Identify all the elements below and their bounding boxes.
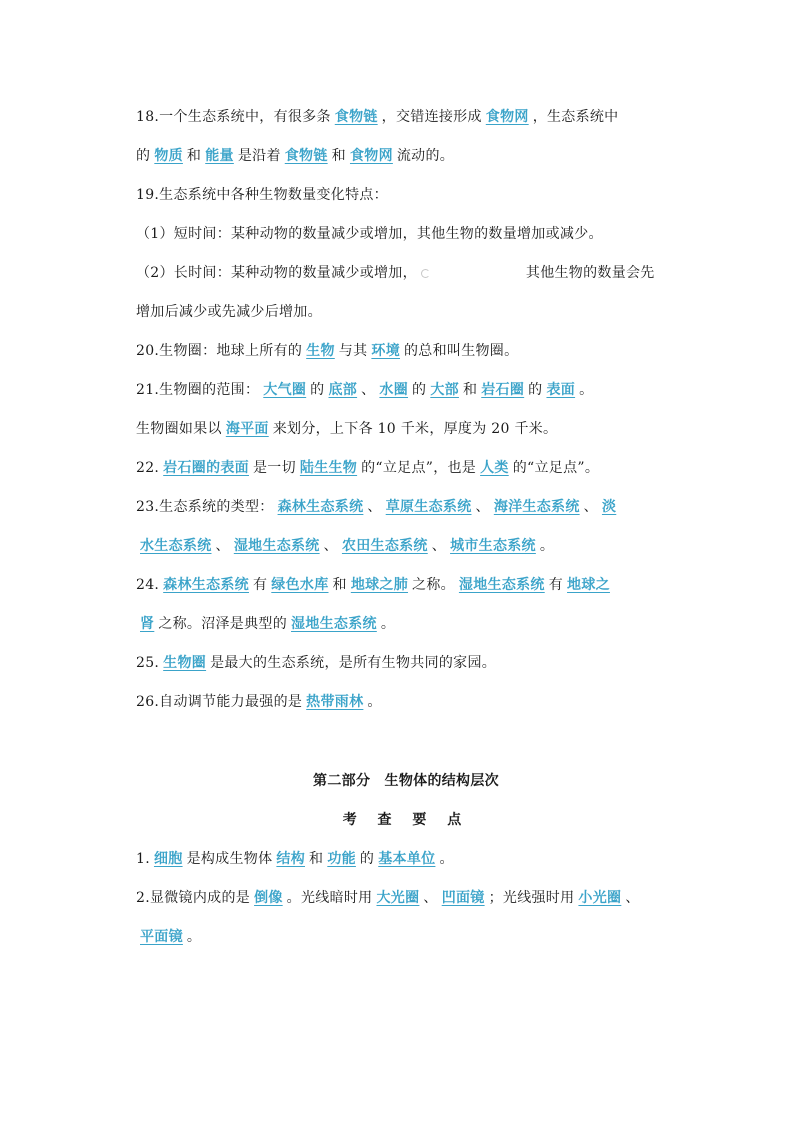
text: 21.生物圈的范围： bbox=[136, 382, 260, 398]
item-18-line1 bbox=[136, 98, 676, 137]
point-2-line2 bbox=[136, 918, 676, 957]
item-24-line1 bbox=[136, 566, 676, 605]
text: ，交错连接形成 bbox=[381, 109, 482, 125]
answer-blank: 基本单位 bbox=[378, 851, 436, 867]
text: 、 bbox=[215, 538, 230, 554]
text: 的 bbox=[412, 382, 427, 398]
text: 、 bbox=[583, 499, 598, 515]
answer-blank: 陆生生物 bbox=[299, 460, 358, 476]
item-25 bbox=[136, 644, 676, 683]
text: 20.生物圈：地球上所有的 bbox=[136, 343, 303, 359]
answer-blank: 小光圈 bbox=[578, 890, 622, 906]
text: 23.生态系统的类型： bbox=[136, 499, 274, 515]
text: 和 bbox=[332, 577, 347, 593]
text: 。 bbox=[539, 538, 555, 554]
text: 22. bbox=[136, 460, 160, 476]
text: 、 bbox=[475, 499, 490, 515]
item-21-line1 bbox=[136, 371, 676, 410]
answer-blank: 草原生态系统 bbox=[385, 499, 472, 515]
part-title: 第二部分 生物体的结构层次 bbox=[313, 773, 499, 789]
answer-blank: 农田生态系统 bbox=[341, 538, 428, 554]
answer-blank: 湿地生态系统 bbox=[458, 577, 545, 593]
answer-blank: 环境 bbox=[371, 343, 400, 359]
answer-blank: 食物网 bbox=[485, 109, 529, 125]
answer-blank: 湿地生态系统 bbox=[291, 616, 377, 632]
document-content bbox=[136, 98, 676, 957]
answer-blank: 岩石圈 bbox=[481, 382, 525, 398]
text: 和 bbox=[309, 851, 324, 867]
text: 。 bbox=[439, 851, 454, 867]
text: 、 bbox=[361, 382, 376, 398]
item-24-line2 bbox=[136, 605, 676, 644]
answer-blank: 绿色水库 bbox=[271, 577, 329, 593]
item-23-line1 bbox=[136, 488, 676, 527]
text: 其他生物的数量会先 bbox=[525, 265, 655, 281]
text: 。光线暗时用 bbox=[286, 890, 373, 906]
answer-blank: 森林生态系统 bbox=[163, 577, 249, 593]
text: 的 bbox=[136, 148, 151, 164]
text: 25. bbox=[136, 655, 160, 671]
text: 24. bbox=[136, 577, 160, 593]
text: 。 bbox=[186, 929, 202, 945]
text: 。 bbox=[380, 616, 396, 632]
answer-blank: 海洋生态系统 bbox=[493, 499, 580, 515]
answer-blank: 生物圈 bbox=[163, 655, 207, 671]
item-19-1: （1）短时间：某种动物的数量减少或增加，其他生物的数量增加或减少。 bbox=[136, 226, 603, 242]
text: 1. bbox=[136, 851, 150, 867]
answer-blank: 大光圈 bbox=[376, 890, 420, 906]
text: 和 bbox=[331, 148, 346, 164]
item-19-2-line1 bbox=[136, 254, 676, 293]
answer-blank: 大部 bbox=[430, 382, 459, 398]
text: 的 bbox=[359, 851, 375, 867]
answer-blank: 人类 bbox=[480, 460, 509, 476]
item-19: 19.生态系统中各种生物数量变化特点： bbox=[136, 187, 388, 203]
item-22 bbox=[136, 449, 676, 488]
text: 是构成生物体 bbox=[186, 851, 273, 867]
text: ；光线强时用 bbox=[488, 890, 575, 906]
answer-blank: 倒像 bbox=[254, 890, 283, 906]
answer-blank: 淡 bbox=[601, 499, 617, 515]
text: 是一切 bbox=[252, 460, 296, 476]
text: 的“立足点”。 bbox=[512, 460, 600, 476]
text: 18.一个生态系统中，有很多条 bbox=[136, 109, 331, 125]
text: 生物圈如果以 bbox=[136, 421, 222, 437]
text: 与其 bbox=[338, 343, 368, 359]
answer-blank: 功能 bbox=[327, 851, 356, 867]
text: 26.自动调节能力最强的是 bbox=[136, 694, 303, 710]
point-2-line1 bbox=[136, 879, 676, 918]
section-subtitle: 考 查 要 点 bbox=[342, 812, 470, 828]
answer-blank: 能量 bbox=[205, 148, 234, 164]
item-18-line2 bbox=[136, 137, 676, 176]
text: 的总和叫生物圈。 bbox=[404, 343, 519, 359]
item-21-line2 bbox=[136, 410, 676, 449]
answer-blank: 细胞 bbox=[153, 851, 183, 867]
text: 的 bbox=[310, 382, 325, 398]
answer-blank: 地球之 bbox=[567, 577, 610, 593]
answer-blank: 热带雨林 bbox=[306, 694, 364, 710]
answer-blank: 水圈 bbox=[379, 382, 409, 398]
point-1 bbox=[136, 840, 676, 879]
answer-blank: 食物网 bbox=[349, 148, 393, 164]
text: 的“立足点”，也是 bbox=[361, 460, 477, 476]
text: 、 bbox=[423, 890, 438, 906]
answer-blank: 湿地生态系统 bbox=[233, 538, 320, 554]
item-26 bbox=[136, 683, 676, 722]
answer-blank: 平面镜 bbox=[140, 929, 183, 945]
answer-blank: 岩石圈的表面 bbox=[163, 460, 249, 476]
item-23-line2 bbox=[136, 527, 676, 566]
text: （2）长时间：某种动物的数量减少或增加， bbox=[136, 265, 417, 281]
text: 之称。 bbox=[412, 577, 455, 593]
text: 之称。沼泽是典型的 bbox=[158, 616, 288, 632]
text: 2.显微镜内成的是 bbox=[136, 890, 251, 906]
text: 、 bbox=[625, 890, 640, 906]
text: 来划分，上下各 10 千米，厚度为 20 千米。 bbox=[272, 421, 558, 437]
answer-blank: 结构 bbox=[276, 851, 305, 867]
text: 和 bbox=[186, 148, 202, 164]
answer-blank: 海平面 bbox=[225, 421, 269, 437]
text: 是沿着 bbox=[237, 148, 281, 164]
text: 有 bbox=[548, 577, 564, 593]
text: 是最大的生态系统，是所有生物共同的家园。 bbox=[210, 655, 497, 671]
answer-blank: 底部 bbox=[328, 382, 358, 398]
answer-blank: 大气圈 bbox=[263, 382, 307, 398]
text: 的 bbox=[528, 382, 543, 398]
text: ，生态系统中 bbox=[532, 109, 619, 125]
answer-blank: 水生态系统 bbox=[140, 538, 212, 554]
answer-blank: 凹面镜 bbox=[441, 890, 485, 906]
item-19-2-line2: 增加后减少或先减少后增加。 bbox=[136, 304, 322, 320]
text: 、 bbox=[323, 538, 338, 554]
answer-blank: 表面 bbox=[546, 382, 576, 398]
text: 、 bbox=[431, 538, 447, 554]
answer-blank: 肾 bbox=[140, 616, 155, 632]
text: 。 bbox=[367, 694, 382, 710]
loading-spinner-icon bbox=[421, 269, 430, 278]
text: 和 bbox=[462, 382, 478, 398]
answer-blank: 物质 bbox=[154, 148, 183, 164]
answer-blank: 城市生态系统 bbox=[450, 538, 536, 554]
text: 、 bbox=[367, 499, 382, 515]
answer-blank: 食物链 bbox=[334, 109, 378, 125]
text: 有 bbox=[252, 577, 268, 593]
section-spacer bbox=[136, 722, 676, 762]
answer-blank: 生物 bbox=[306, 343, 335, 359]
answer-blank: 森林生态系统 bbox=[277, 499, 364, 515]
answer-blank: 食物链 bbox=[284, 148, 328, 164]
text: 流动的。 bbox=[396, 148, 455, 164]
item-20 bbox=[136, 332, 676, 371]
text: 。 bbox=[579, 382, 594, 398]
answer-blank: 地球之肺 bbox=[350, 577, 409, 593]
